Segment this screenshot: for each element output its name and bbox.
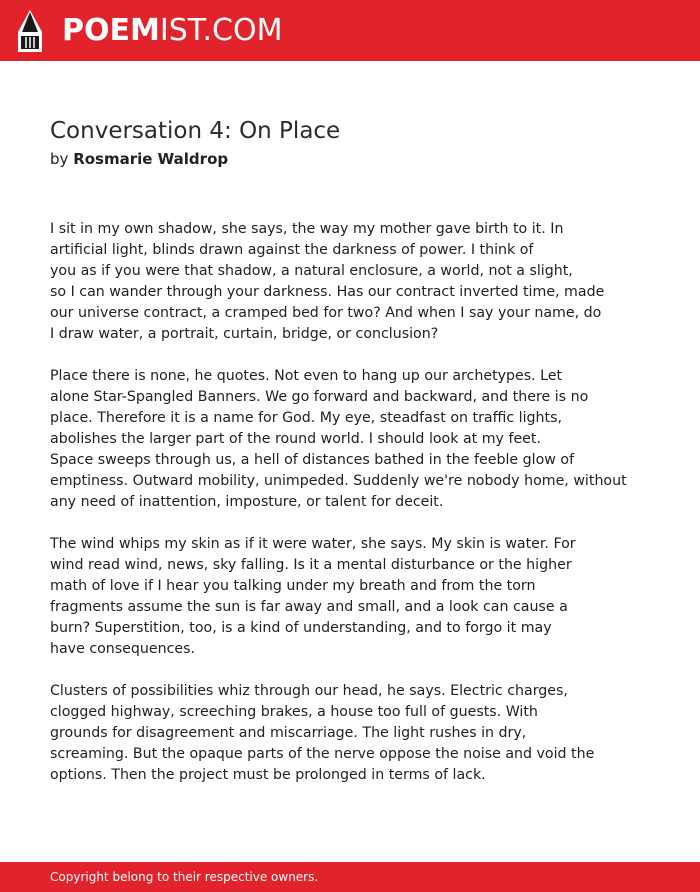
- poem-line: Space sweeps through us, a hell of distances bathed in the feeble glow of: [50, 452, 575, 468]
- poem-line: fragments assume the sun is far away and small, and a look can cause a: [50, 599, 568, 615]
- poem-body: [50, 219, 670, 807]
- poem-title: Conversation 4: On Place: [50, 118, 341, 144]
- poem-line: have consequences.: [50, 641, 196, 657]
- poem-line: math of love if I hear you talking under my breath and from the torn: [50, 578, 536, 594]
- pencil-icon: [18, 10, 42, 52]
- poem-line: you as if you were that shadow, a natural enclosure, a world, not a slight,: [50, 263, 573, 279]
- poem-line: emptiness. Outward mobility, unimpeded. Suddenly we're nobody home, without: [50, 473, 627, 489]
- poem-line: abolishes the larger part of the round world. I should look at my feet.: [50, 431, 541, 447]
- poem-line: Clusters of possibilities whiz through our head, he says. Electric charges,: [50, 683, 568, 699]
- poem-line: burn? Superstition, too, is a kind of understanding, and to forgo it may: [50, 620, 552, 636]
- footer-copyright: Copyright belong to their respective owners.: [50, 870, 319, 884]
- poem-line: place. Therefore it is a name for God. My eye, steadfast on traffic lights,: [50, 410, 562, 426]
- site-header: [0, 0, 700, 61]
- poem-line: The wind whips my skin as if it were water, she says. My skin is water. For: [50, 536, 576, 552]
- poem-line: wind read wind, news, sky falling. Is it a mental disturbance or the higher: [50, 557, 572, 573]
- poem-line: I draw water, a portrait, curtain, bridge, or conclusion?: [50, 326, 439, 342]
- site-logo[interactable]: [62, 12, 282, 50]
- logo-light-text: IST.COM: [159, 13, 283, 48]
- poem-line: our universe contract, a cramped bed for two? And when I say your name, do: [50, 305, 602, 321]
- poem-line: so I can wander through your darkness. Has our contract inverted time, made: [50, 284, 605, 300]
- logo-bold-text: POEM: [62, 13, 160, 48]
- poem-line: any need of inattention, imposture, or talent for deceit.: [50, 494, 444, 510]
- site-footer: [0, 862, 700, 892]
- poem-line: options. Then the project must be prolonged in terms of lack.: [50, 767, 486, 783]
- poem-stanza: [50, 681, 670, 786]
- poem-line: screaming. But the opaque parts of the nerve oppose the noise and void the: [50, 746, 595, 762]
- poem-line: alone Star-Spangled Banners. We go forward and backward, and there is no: [50, 389, 589, 405]
- poem-line: artificial light, blinds drawn against the darkness of power. I think of: [50, 242, 534, 258]
- poem-line: Place there is none, he quotes. Not even to hang up our archetypes. Let: [50, 368, 563, 384]
- poem-line: grounds for disagreement and miscarriage. The light rushes in dry,: [50, 725, 527, 741]
- poem-stanza: [50, 534, 670, 660]
- poem-byline: [50, 149, 228, 169]
- poem-line: clogged highway, screeching brakes, a house too full of guests. With: [50, 704, 538, 720]
- byline-prefix: by: [50, 150, 69, 168]
- poem-stanza: [50, 219, 670, 345]
- poem-author: Rosmarie Waldrop: [73, 150, 229, 168]
- poem-stanza: [50, 366, 670, 513]
- poem-line: I sit in my own shadow, she says, the way my mother gave birth to it. In: [50, 221, 564, 237]
